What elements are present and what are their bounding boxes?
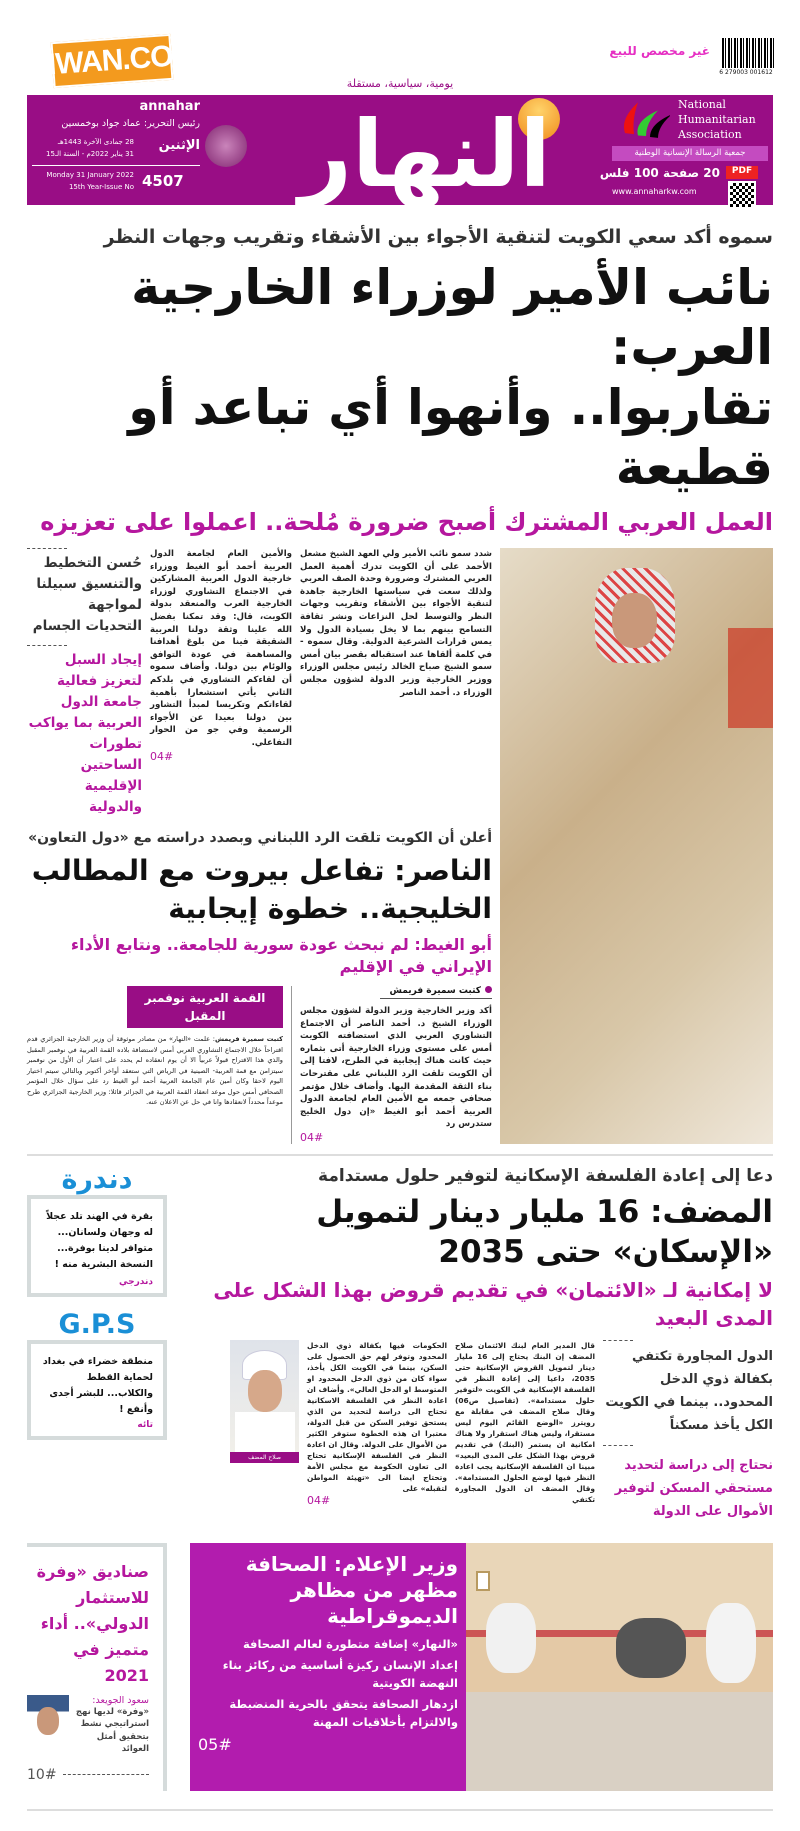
- price: 20 صفحة 100 فلس: [599, 166, 720, 180]
- media-story: [190, 1543, 773, 1791]
- summit-title: القمة العربية نوفمبر المقبل: [127, 986, 283, 1028]
- tagline: يومية، سياسية، مستقلة: [346, 77, 454, 90]
- summit-text: : علمت «النهار» من مصادر موثوقة أن وزير الخارجية الجزائري قدم اقتراحاً خلال الاجتماع التشاوري العربي أمس لاستضافة بلاده القمة العربية في نوفمبر المقبل والذي هذا الاقتراح قبولاً عربياً الا أن يوم انعقاده لم يحدد على اعتبار أن الأول من نوفمبر سيتزامن مع قمة العربية- الصينية في الرياض التي ستعقد أواخر أكتوبر وبالتالي سيتم اختيار اليوم لاحقا وكان أمين عام الجامعة العربية أحمد أبو الغيط رد على سؤال خلال المؤتمر الصحافي أمس حول موعد انعقاد القمة العربية في الجزائر قائلا: وزير الخارجية الجزائري طرح موعداً محدداً لانعقادها وانا في حل عن الاعلان عنه.: [27, 1035, 283, 1106]
- sidebar-quote-1: الدول المجاورة تكتفي بكفالة ذوي الدخل المحدود.. بينما في الكويت الكل يأخذ مسكناً: [605, 1348, 773, 1433]
- salah-almudhaf-photo: [230, 1340, 299, 1452]
- lead-sidebar: [27, 548, 142, 818]
- second-kicker: أعلن أن الكويت تلقت الرد اللبناني وبصدد دراسته مع «دول التعاون»: [28, 830, 492, 846]
- summit-byline: كتبت سميرة فريمش: [214, 1035, 283, 1043]
- summit-body: [27, 1034, 283, 1108]
- gps-text: منطقة خضراء في بغداد لحماية القطط والكلاب... للبشر أجدى وأنفع !: [42, 1355, 153, 1415]
- wafra-quote: «وفرة» لديها نهج استراتيجي نشط بتحقيق أمثل العوائد: [75, 1706, 149, 1755]
- issue-number: 4507: [142, 172, 184, 190]
- second-subhead: أبو الغيط: لم نبحث عودة سورية للجامعة.. ونتابع الأداء الإيراني في الإقليم: [70, 935, 492, 976]
- media-points: [198, 1635, 458, 1731]
- jerusalem-emblem-icon: [205, 125, 247, 167]
- dandara-box: [27, 1195, 167, 1297]
- wafra-frame: [27, 1543, 167, 1791]
- not-for-sale: غير مخصص للبيع: [609, 44, 710, 58]
- qr-code[interactable]: [728, 181, 756, 209]
- housing-story: [187, 1164, 773, 1523]
- masthead: [0, 0, 800, 214]
- lead-body-col1: شدد سمو نائب الأمير ولي العهد الشيخ مشعل الأحمد على أن الكويت تدرك أهمية العمل العربي المشترك وضرورة وحدة الصف العربي ولذلك سعت في سياستها الخارجية جاهدة لتنقية الأجواء بين الأشقاء وتقريب وجهات النظر والتوسط لحل النزاعات ونشر ثقافة التسامح بينهم بما لا يخل بسيادة الدول ولا يمس قرارات الشرعية الدولية. وقال سموه - في كلمة ألقاها عند استقباله بقصر بيان أمس سمو الشيخ صباح الخالد رئيس مجلس الوزراء ووزير الخارجية وزير الدولة لشؤون مجلس الوزراء د. أحمد الناصر: [300, 549, 492, 698]
- wafra-speaker: سعود الجويعد:: [92, 1694, 149, 1706]
- lead-subhead: العمل العربي المشترك أصبح ضرورة مُلحة.. اعملوا على تعزيزه: [40, 508, 773, 536]
- year-issue-en: 15th Year-Issue No: [68, 183, 134, 191]
- housing-body-col2: الحكومات فيها بكفالة ذوي الدخل المحدود وتوفر لهم حق الحصول على السكن، بينما في الكويت الكل يأخذ، سواء كان من ذوي الدخل المحدود او المتوسط او الدخل العالي». وأضاف ان اعادة النظر في الفلسفة الاسكانية تحتاج الى دراسة لتحديد من الذي يستحق توفير السكن من قبل الدولة، معتبرا ان هذه الخطوة ستوفر الكثير من الأموال على الدولة. وقال ان اعادة النظر في الفلسفة الإسكانية تحتاج الى تعاون الحكومة مع مجلس الأمة وتحتاج ايضا الى «تهيئة المواطن لتقبله» على: [307, 1340, 447, 1493]
- opinion-boxes: [27, 1164, 167, 1523]
- media-box: [190, 1543, 466, 1791]
- saud-aljuwaied-photo: [27, 1695, 69, 1761]
- date-en: Monday 31 January 2022: [46, 171, 134, 179]
- newspaper-logo: النهار: [299, 101, 551, 208]
- section-divider: [27, 1154, 773, 1156]
- housing-kicker: دعا إلى إعادة الفلسفة الإسكانية لتوفير حلول مستدامة: [318, 1165, 773, 1186]
- dandara-text: بقرة في الهند تلد عجلاً له وجهان ولسانان... متوافر لدينا بوفرة... النسخة البشرية منه !: [46, 1210, 153, 1270]
- barcode-number: 6 279003 001612: [719, 69, 773, 76]
- page-ref[interactable]: 04#: [150, 749, 174, 763]
- bullet-icon: [485, 986, 492, 993]
- divider: [63, 1774, 149, 1775]
- headline-line: نائب الأمير لوزراء الخارجية العرب:: [131, 259, 773, 376]
- page-ref[interactable]: 05#: [198, 1734, 232, 1754]
- headline-line: تقاربوا.. وأنهوا أي تباعد أو قطيعة: [128, 379, 773, 496]
- brand-latin: annahar: [139, 99, 200, 114]
- sidebar-quote-1: حُسن التخطيط والتنسيق سبيلنا لمواجهة التحديات الجسام: [32, 555, 142, 634]
- hijri-date: 28 جمادى الآخرة 1443هـ: [57, 138, 134, 146]
- pdf-badge[interactable]: PDF: [726, 166, 758, 179]
- page-ref[interactable]: 10#: [27, 1766, 57, 1783]
- second-headline: الناصر: تفاعل بيروت مع المطالب الخليجية.. خطوة إيجابية: [31, 854, 492, 925]
- media-point: ازدهار الصحافة يتحقق بالحرية المنضبطة والالتزام بأخلاقيات المهنة: [229, 1696, 458, 1729]
- association-word: Alresala: [678, 83, 724, 96]
- diwan-promo-logo: DIWAN.COM: [51, 34, 174, 88]
- wafra-headline: صناديق «وفرة للاستثمار الدولي».. أداء متميز في 2021: [36, 1561, 149, 1685]
- dandara-title: دندرة: [61, 1163, 133, 1195]
- divider: [291, 986, 292, 1144]
- divider: [32, 165, 200, 166]
- sidebar-quote-2: نحتاج إلى دراسة لتحديد مستحقي المسكن لتوفير الأموال على الدولة: [614, 1457, 773, 1519]
- editor-in-chief: رئيس التحرير: عماد جواد بوخمسين: [61, 118, 200, 129]
- association-word: Humanitarian: [678, 113, 756, 126]
- gregorian-date: 31 يناير 2022م - السنة الـ15: [46, 150, 134, 158]
- sidebar-quote-2: إيجاد السبل لتعزيز فعالية جامعة الدول العربية بما يواكب تطورات الساحتين الإقليمية والدولية: [28, 652, 142, 815]
- housing-subhead: لا إمكانية لـ «الائتمان» في تقديم قروض بهذا الشكل على المدى البعيد: [213, 1277, 773, 1330]
- lead-kicker: سموه أكد سعي الكويت لتنقية الأجواء بين الأشقاء وتقريب وجهات النظر: [103, 226, 773, 248]
- media-point: إعداد الإنسان ركيزة أساسية من ركائز بناء النهضة الكويتية: [222, 1657, 458, 1690]
- day: الإثنين: [158, 138, 200, 153]
- media-point: «النهار» إضافة متطورة لعالم الصحافة: [242, 1636, 458, 1651]
- website[interactable]: www.annaharkw.com: [612, 187, 697, 196]
- association-name-ar: جمعية الرسالة الإنسانية الوطنية: [612, 146, 768, 161]
- association-logo-icon: [620, 100, 670, 145]
- gps-box: [27, 1340, 167, 1440]
- footer-divider: [27, 1809, 773, 1811]
- second-byline: [380, 986, 492, 999]
- gps-author: تائه: [137, 1419, 153, 1430]
- housing-headline: المضف: 16 مليار دينار لتمويل «الإسكان» حتى 2035: [316, 1193, 773, 1270]
- association-word: Association: [678, 128, 742, 141]
- association-word: National: [678, 98, 726, 111]
- media-meeting-photo: [466, 1543, 773, 1791]
- byline-text: كتبت سميرة فريمش: [389, 986, 481, 996]
- association-name-en: [678, 82, 756, 142]
- deputy-amir-photo: [500, 548, 773, 1144]
- media-headline: وزير الإعلام: الصحافة مظهر من مظاهر الديموقراطية: [245, 1551, 458, 1628]
- housing-body-col1: قال المدير العام لبنك الائتمان صلاح المضف إن البنك يحتاج إلى 16 مليار دينار لتمويل القروض الإسكانية حتى 2035، داعيا إلى إعادة النظر في الفلسفة الإسكانية في الكويت «لتوفير حلول مستدامة». (تفاصيل ص06) وقال صلاح المضف في مقابلة مع رويترز «الوضع القائم اليوم ليس مستقرا، وليس هناك استقرار ولا هناك امكانية ان يستمر (البنك) في تقديم قروض بهذا الشكل على المدى البعيد» مبينا ان الفلسفة الإسكانية يجب اعادة النظر فيها لوضع الحلول المستدامة». وقال المضف ان الدول المجاورة تكتفي: [455, 1340, 595, 1504]
- lead-headline: [27, 258, 773, 498]
- page-ref[interactable]: 04#: [300, 1130, 324, 1144]
- dandara-author: دندرجي: [119, 1276, 153, 1287]
- second-body: أكد وزير الخارجية وزير الدولة لشؤون مجلس الوزراء الشيخ د. أحمد الناصر أن الاجتماع التشاوري العربي الذي استضافته الكويت أمس على مستوى وزراء الخارجية أتى بثماره حيث كانت هناك إيجابية في الطرح، لافتا إلى أن الكويت تلقت الرد اللبناني على مقترحات بناء الثقة المقدمة اليها. وأضاف خلال مؤتمر صحافي جمعه مع الأمين العام لجامعة الدول العربية أحمد أبو الغيط «إن دول الخليج ستدرس رد: [300, 1006, 492, 1130]
- page-ref[interactable]: 04#: [307, 1493, 331, 1507]
- housing-sidebar: [603, 1340, 773, 1523]
- photo-caption: صلاح المضف: [230, 1452, 299, 1463]
- lead-left-column: [27, 548, 492, 1144]
- lead-body-col2: والأمين العام لجامعة الدول العربية أحمد أبو الغيط ووزراء خارجية الدول العربية المشاركين في الاجتماع التشاوري لوزراء الخارجية العرب والمنعقد بدولة الكويت، قال: وقد تمكنا بفضل الله علينا وثقة دولنا العربية الشقيقة فينا من بلوغ أهدافنا والمساهمة في عودة التوافق والوئام بين دولنا. وأضاف سموه أن لقاءكم التشاوري في بلدكم الثاني يأتي استشعارا بأهمية لقاءاتكم وتكريسا لمبدأ التشاور بين دولنا بعيدا عن الأجواء الرسمية وفي جو من الحوار التفاعلي.: [150, 549, 292, 748]
- barcode: [722, 38, 774, 68]
- gps-title: G.P.S: [58, 1308, 136, 1340]
